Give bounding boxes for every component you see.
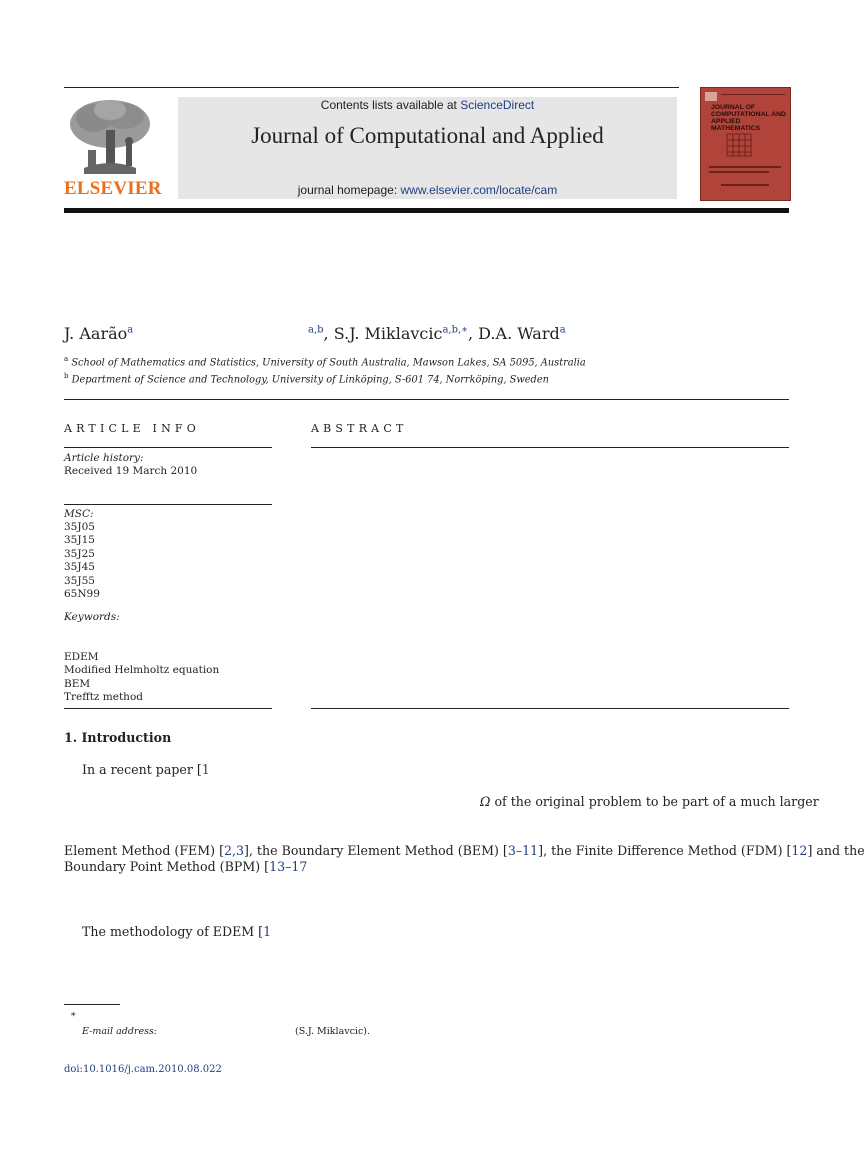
- article-info-heading: ARTICLE INFO: [64, 422, 200, 435]
- cover-graphic-icon: [725, 132, 753, 158]
- msc-code: 35J25: [64, 547, 95, 560]
- cover-text-line: [709, 171, 769, 173]
- msc-label: MSC:: [64, 508, 94, 520]
- cover-text-line: [709, 166, 781, 168]
- journal-banner: [178, 97, 677, 199]
- journal-cover: [700, 87, 791, 201]
- msc-rule: [64, 504, 272, 505]
- info-top-rule: [64, 399, 789, 400]
- citation-link[interactable]: 2,3: [223, 843, 245, 858]
- msc-code: 35J45: [64, 561, 95, 574]
- msc-code: 35J55: [64, 574, 95, 587]
- elsevier-wordmark: ELSEVIER: [64, 178, 162, 199]
- cover-title: JOURNAL OF COMPUTATIONAL AND APPLIED MATHEMATICS: [711, 104, 786, 132]
- author-miklavcic: , S.J. Miklavcic: [323, 324, 443, 343]
- citation-link[interactable]: 13–17: [269, 859, 308, 874]
- keyword: Modified Helmholtz equation: [64, 664, 220, 677]
- abstract-bottom-rule: [311, 708, 789, 709]
- author-aarao: J. Aarão$^a$: [64, 324, 134, 343]
- footnote-rule: [64, 1004, 120, 1005]
- doi-link[interactable]: doi:10.1016/j.cam.2010.08.022: [64, 1064, 222, 1075]
- affiliation-b: $^b$ Department of Science and Technology, University of Linköping, S-601 74, Norrköping, Sweden: [64, 372, 549, 386]
- email-label: E-mail address:: [82, 1026, 158, 1037]
- elsevier-tree-icon: [64, 96, 156, 178]
- citation-link[interactable]: 1: [201, 762, 210, 777]
- abstract-heading: ABSTRACT: [311, 422, 408, 435]
- citation-link[interactable]: 1: [263, 924, 272, 939]
- msc-list: [64, 521, 100, 601]
- keyword: EDEM: [64, 651, 99, 663]
- elsevier-logo: [64, 96, 162, 200]
- keyword-list: [64, 651, 219, 705]
- intro-paragraph-2-line1: Element Method (FEM) [2,3], the Boundary Element Method (BEM) [3–11], the Finite Difference Method (FDM) [12] and the: [64, 843, 865, 858]
- cover-badge: [705, 92, 717, 101]
- omega-symbol: Ω: [480, 794, 491, 809]
- homepage-link[interactable]: www.elsevier.com/locate/cam: [400, 183, 558, 197]
- citation-link[interactable]: 3–11: [507, 843, 539, 858]
- header-bottom-rule: [64, 208, 789, 213]
- journal-title: Journal of Computational and Applied: [251, 123, 604, 148]
- abstract-top-rule: [311, 447, 789, 448]
- intro-paragraph-2-line2: Boundary Point Method (BPM) [13–17: [64, 859, 308, 874]
- affiliation-a: $^a$ School of Mathematics and Statistics, University of South Australia, Mawson Lakes, SA 5095, Australia: [64, 355, 586, 369]
- article-info-bottom-rule: [64, 708, 272, 709]
- sciencedirect-link[interactable]: ScienceDirect: [460, 98, 535, 112]
- affil-link[interactable]: a,b: [308, 324, 324, 336]
- header-top-rule: [64, 87, 679, 88]
- author-ward: , D.A. Ward: [468, 324, 560, 343]
- cover-text-line: [721, 184, 769, 186]
- homepage-line: journal homepage: www.elsevier.com/locate/cam: [297, 183, 558, 197]
- keyword: BEM: [64, 677, 91, 690]
- affil-link[interactable]: a,b,∗: [442, 324, 468, 336]
- keyword: Trefftz method: [64, 691, 143, 704]
- cover-rule: [721, 94, 785, 95]
- citation-link[interactable]: 12: [791, 843, 808, 858]
- history-label: Article history:: [64, 452, 144, 464]
- msc-code: 35J05: [64, 521, 95, 533]
- received-date: Received 19 March 2010: [64, 465, 198, 477]
- article-info-rule: [64, 447, 272, 448]
- msc-code: 35J15: [64, 534, 95, 547]
- footnote-star: ∗: [70, 1009, 77, 1020]
- section-heading: 1. Introduction: [64, 730, 172, 745]
- affil-link[interactable]: a: [559, 324, 566, 336]
- intro-paragraph-1-start: In a recent paper [1: [82, 762, 210, 777]
- contents-line: Contents lists available at ScienceDirect: [320, 98, 535, 112]
- author-line-rest: [308, 324, 566, 343]
- email-author: (S.J. Miklavcic).: [295, 1026, 371, 1037]
- msc-code: 65N99: [64, 588, 100, 601]
- intro-paragraph-1-line2: Ω of the original problem to be part of a much larger: [480, 794, 819, 809]
- intro-paragraph-3-start: The methodology of EDEM [1: [82, 924, 272, 939]
- affil-link[interactable]: a: [127, 324, 134, 336]
- keywords-label: Keywords:: [64, 611, 120, 623]
